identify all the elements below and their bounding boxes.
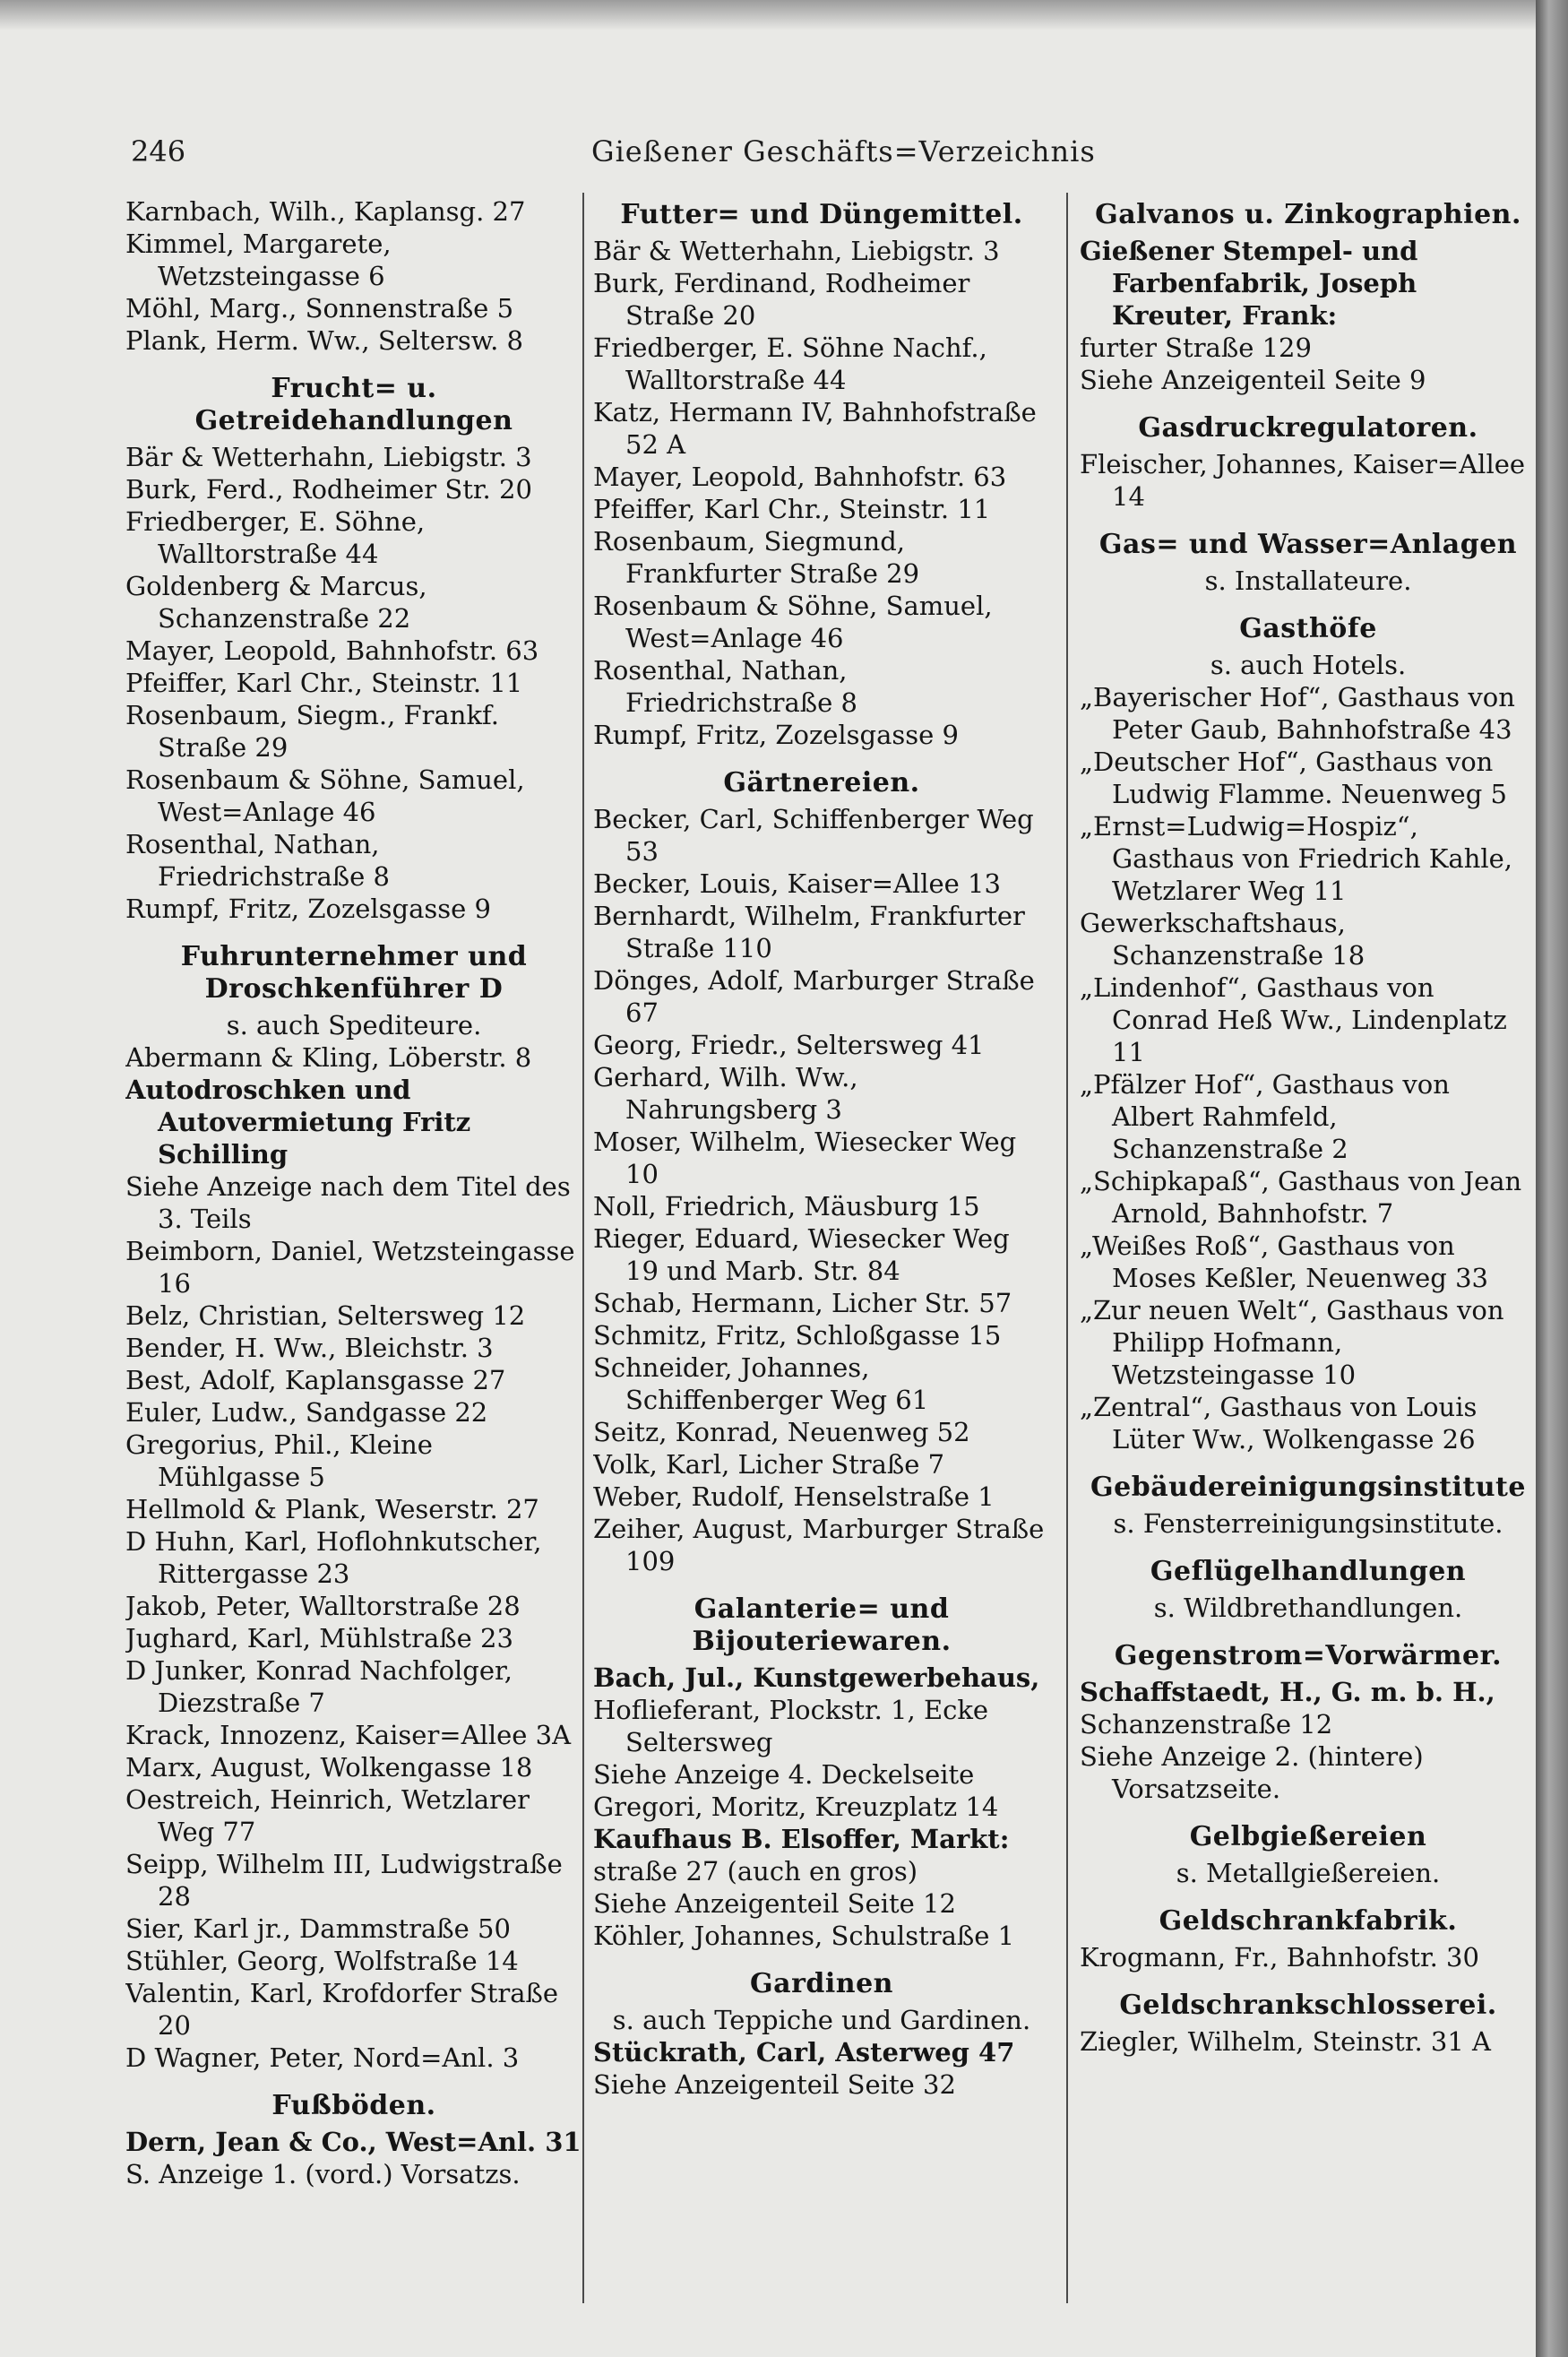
directory-entry: S. Anzeige 1. (vord.) Vorsatzs. xyxy=(125,2159,521,2189)
directory-entry: „Ernst=Ludwig=Hospiz“, Gasthaus von Friedrich Kahle, Wetzlarer Weg 11 xyxy=(1080,811,1513,906)
directory-entry: Stückrath, Carl, Asterweg 47 xyxy=(593,2037,1015,2068)
directory-entry: furter Straße 129 xyxy=(1080,332,1312,363)
page-header xyxy=(0,134,1536,188)
directory-entry: Rosenthal, Nathan, Friedrichstraße 8 xyxy=(125,829,390,892)
directory-entry: Gregorius, Phil., Kleine Mühlgasse 5 xyxy=(125,1429,433,1492)
directory-entry: Sier, Karl jr., Dammstraße 50 xyxy=(125,1913,511,1944)
directory-entry: Seitz, Konrad, Neuenweg 52 xyxy=(593,1417,970,1447)
directory-entry: Köhler, Johannes, Schulstraße 1 xyxy=(593,1921,1015,1951)
directory-entry: Mayer, Leopold, Bahnhofstr. 63 xyxy=(125,635,539,666)
directory-entry: Marx, August, Wolkengasse 18 xyxy=(125,1752,533,1783)
directory-entry: Kaufhaus B. Elsoffer, Markt: xyxy=(593,1824,1010,1854)
directory-entry: Autodroschken und Autovermietung Fritz Schilling xyxy=(125,1075,471,1170)
directory-entry: Rosenbaum, Siegm., Frankf. Straße 29 xyxy=(125,700,499,763)
directory-entry: Dern, Jean & Co., West=Anl. 31 xyxy=(125,2127,582,2157)
directory-entry: Bernhardt, Wilhelm, Frankfurter Straße 110 xyxy=(593,901,1025,963)
section-note: s. auch Hotels. xyxy=(1210,650,1407,680)
directory-entry: Rosenthal, Nathan, Friedrichstraße 8 xyxy=(593,655,857,718)
section-note: s. Installateure. xyxy=(1204,566,1412,596)
section-heading: Gärtnereien. xyxy=(723,767,920,799)
directory-entry: D Huhn, Karl, Hoflohnkutscher, Rittergasse 23 xyxy=(125,1526,542,1589)
directory-entry: Katz, Hermann IV, Bahnhofstraße 52 A xyxy=(593,397,1037,460)
section-heading: Futter= und Düngemittel. xyxy=(620,199,1023,230)
directory-entry: Möhl, Marg., Sonnenstraße 5 xyxy=(125,293,514,324)
directory-entry: Rosenbaum & Söhne, Samuel, West=Anlage 46 xyxy=(125,764,525,827)
directory-entry: D Junker, Konrad Nachfolger, Diezstraße 7 xyxy=(125,1655,513,1718)
column-divider xyxy=(582,193,584,2303)
directory-entry: Seipp, Wilhelm III, Ludwigstraße 28 xyxy=(125,1849,563,1912)
directory-entry: Rumpf, Fritz, Zozelsgasse 9 xyxy=(125,894,491,924)
directory-entry: Hellmold & Plank, Weserstr. 27 xyxy=(125,1494,539,1524)
directory-entry: Schneider, Johannes, Schiffenberger Weg 61 xyxy=(593,1352,929,1415)
section-heading: Geflügelhandlungen xyxy=(1150,1556,1467,1587)
page-top-shadow xyxy=(0,0,1536,30)
directory-entry: straße 27 (auch en gros) xyxy=(593,1856,918,1886)
directory-entry: Schaffstaedt, H., G. m. b. H., xyxy=(1080,1677,1495,1707)
directory-entry: Fleischer, Johannes, Kaiser=Allee 14 xyxy=(1080,449,1526,512)
directory-entry: „Zentral“, Gasthaus von Louis Lüter Ww., Wolkengasse 26 xyxy=(1080,1392,1478,1455)
directory-entry: Karnbach, Wilh., Kaplansg. 27 xyxy=(125,196,526,227)
directory-entry: Pfeiffer, Karl Chr., Steinstr. 11 xyxy=(593,494,991,524)
book-edge xyxy=(1536,0,1568,2357)
directory-entry: Becker, Louis, Kaiser=Allee 13 xyxy=(593,868,1001,899)
directory-entry: Stühler, Georg, Wolfstraße 14 xyxy=(125,1946,519,1976)
directory-entry: Beimborn, Daniel, Wetzsteingasse 16 xyxy=(125,1236,575,1299)
directory-entry: Bär & Wetterhahn, Liebigstr. 3 xyxy=(593,236,1000,266)
section-note: s. Metallgießereien. xyxy=(1176,1858,1441,1888)
directory-entry: Euler, Ludw., Sandgasse 22 xyxy=(125,1397,488,1428)
directory-entry: Oestreich, Heinrich, Wetzlarer Weg 77 xyxy=(125,1784,530,1847)
directory-entry: Gerhard, Wilh. Ww., Nahrungsberg 3 xyxy=(593,1062,858,1125)
directory-entry: Burk, Ferd., Rodheimer Str. 20 xyxy=(125,474,532,505)
directory-entry: Georg, Friedr., Seltersweg 41 xyxy=(593,1030,985,1060)
directory-entry: Friedberger, E. Söhne, Walltorstraße 44 xyxy=(125,506,426,569)
directory-entry: D Wagner, Peter, Nord=Anl. 3 xyxy=(125,2042,520,2073)
directory-entry: Siehe Anzeige 2. (hintere) Vorsatzseite. xyxy=(1080,1741,1424,1804)
directory-entry: „Pfälzer Hof“, Gasthaus von Albert Rahmfeld, Schanzenstraße 2 xyxy=(1080,1069,1450,1164)
section-heading: Gardinen xyxy=(750,1968,893,1999)
directory-column-2 xyxy=(593,195,1050,2328)
directory-entry: Schmitz, Fritz, Schloßgasse 15 xyxy=(593,1320,1002,1351)
directory-entry: Dönges, Adolf, Marburger Straße 67 xyxy=(593,965,1035,1028)
directory-entry: Ziegler, Wilhelm, Steinstr. 31 A xyxy=(1080,2026,1491,2057)
directory-entry: Becker, Carl, Schiffenberger Weg 53 xyxy=(593,804,1034,867)
section-heading: Fußböden. xyxy=(271,2090,436,2121)
directory-entry: Kimmel, Margarete, Wetzsteingasse 6 xyxy=(125,229,392,291)
directory-entry: „Zur neuen Welt“, Gasthaus von Philipp Hofmann, Wetzsteingasse 10 xyxy=(1080,1295,1504,1390)
directory-entry: Krogmann, Fr., Bahnhofstr. 30 xyxy=(1080,1942,1479,1973)
directory-entry: Weber, Rudolf, Henselstraße 1 xyxy=(593,1481,995,1512)
section-heading: Gegenstrom=Vorwärmer. xyxy=(1114,1640,1503,1671)
directory-entry: Gewerkschaftshaus, Schanzenstraße 18 xyxy=(1080,908,1366,971)
section-heading: Gelbgießereien xyxy=(1189,1821,1427,1852)
section-heading: Geldschrankfabrik. xyxy=(1159,1905,1458,1937)
directory-column-1 xyxy=(125,195,582,2328)
directory-entry: Plank, Herm. Ww., Seltersw. 8 xyxy=(125,325,523,356)
directory-entry: Gießener Stempel- und Farbenfabrik, Joseph Kreuter, Frank: xyxy=(1080,236,1418,331)
directory-entry: Krack, Innozenz, Kaiser=Allee 3A xyxy=(125,1720,572,1750)
directory-entry: Volk, Karl, Licher Straße 7 xyxy=(593,1449,945,1480)
directory-entry: Bär & Wetterhahn, Liebigstr. 3 xyxy=(125,442,532,472)
directory-entry: Abermann & Kling, Löberstr. 8 xyxy=(125,1042,532,1073)
section-note: s. Fensterreinigungsinstitute. xyxy=(1113,1508,1503,1539)
directory-entry: Jakob, Peter, Walltorstraße 28 xyxy=(125,1591,521,1621)
directory-entry: „Bayerischer Hof“, Gasthaus von Peter Gaub, Bahnhofstraße 43 xyxy=(1080,682,1515,745)
section-note: s. auch Spediteure. xyxy=(226,1010,482,1040)
directory-column-3 xyxy=(1080,195,1537,2328)
running-title: Gießener Geschäfts=Verzeichnis xyxy=(591,134,1096,168)
directory-entry: Belz, Christian, Seltersweg 12 xyxy=(125,1300,526,1331)
page-number: 246 xyxy=(131,134,186,168)
directory-entry: Hoflieferant, Plockstr. 1, Ecke Seltersweg xyxy=(593,1695,989,1757)
directory-entry: Noll, Friedrich, Mäusburg 15 xyxy=(593,1191,980,1222)
directory-entry: Schanzenstraße 12 xyxy=(1080,1709,1333,1740)
directory-entry: „Schipkapaß“, Gasthaus von Jean Arnold, Bahnhofstr. 7 xyxy=(1080,1166,1522,1229)
directory-entry: „Weißes Roß“, Gasthaus von Moses Keßler, Neuenweg 33 xyxy=(1080,1230,1488,1293)
directory-entry: Rieger, Eduard, Wiesecker Weg 19 und Marb. Str. 84 xyxy=(593,1223,1010,1286)
directory-entry: Rosenbaum & Söhne, Samuel, West=Anlage 46 xyxy=(593,591,993,653)
section-note: s. auch Teppiche und Gardinen. xyxy=(612,2005,1031,2035)
section-heading: Gasthöfe xyxy=(1239,613,1377,644)
directory-entry: Siehe Anzeige 4. Deckelseite xyxy=(593,1759,975,1790)
directory-entry: „Deutscher Hof“, Gasthaus von Ludwig Flamme. Neuenweg 5 xyxy=(1080,747,1507,809)
section-heading: Fuhrunternehmer und Droschkenführer D xyxy=(180,941,528,1005)
section-heading: Galanterie= und Bijouteriewaren. xyxy=(692,1593,952,1657)
directory-entry: Mayer, Leopold, Bahnhofstr. 63 xyxy=(593,462,1007,492)
directory-entry: Pfeiffer, Karl Chr., Steinstr. 11 xyxy=(125,668,523,698)
section-heading: Gas= und Wasser=Anlagen xyxy=(1098,529,1518,560)
directory-entry: Friedberger, E. Söhne Nachf., Walltorstraße 44 xyxy=(593,332,987,395)
directory-entry: Siehe Anzeige nach dem Titel des 3. Teils xyxy=(125,1171,571,1234)
directory-entry: Rosenbaum, Siegmund, Frankfurter Straße 29 xyxy=(593,526,920,589)
directory-entry: Bender, H. Ww., Bleichstr. 3 xyxy=(125,1333,494,1363)
directory-entry: Rumpf, Fritz, Zozelsgasse 9 xyxy=(593,720,959,750)
directory-entry: Zeiher, August, Marburger Straße 109 xyxy=(593,1514,1045,1576)
directory-entry: Bach, Jul., Kunstgewerbehaus, xyxy=(593,1662,1040,1693)
directory-entry: Siehe Anzeigenteil Seite 32 xyxy=(593,2069,956,2100)
directory-entry: Goldenberg & Marcus, Schanzenstraße 22 xyxy=(125,571,427,634)
directory-entry: Gregori, Moritz, Kreuzplatz 14 xyxy=(593,1791,999,1822)
section-heading: Geldschrankschlosserei. xyxy=(1119,1990,1497,2021)
directory-entry: Jughard, Karl, Mühlstraße 23 xyxy=(125,1623,513,1653)
directory-entry: Best, Adolf, Kaplansgasse 27 xyxy=(125,1365,506,1395)
directory-entry: Burk, Ferdinand, Rodheimer Straße 20 xyxy=(593,268,970,331)
section-heading: Gebäudereinigungsinstitute xyxy=(1090,1472,1526,1503)
directory-entry: Schab, Hermann, Licher Str. 57 xyxy=(593,1288,1012,1318)
directory-entry: „Lindenhof“, Gasthaus von Conrad Heß Ww., Lindenplatz 11 xyxy=(1080,972,1507,1067)
section-heading: Galvanos u. Zinkographien. xyxy=(1095,199,1521,230)
section-heading: Frucht= u. Getreidehandlungen xyxy=(194,373,513,436)
section-note: s. Wildbrethandlungen. xyxy=(1153,1593,1463,1623)
directory-entry: Valentin, Karl, Krofdorfer Straße 20 xyxy=(125,1978,559,2041)
directory-entry: Moser, Wilhelm, Wiesecker Weg 10 xyxy=(593,1127,1017,1189)
directory-entry: Siehe Anzeigenteil Seite 9 xyxy=(1080,365,1426,395)
section-heading: Gasdruckregulatoren. xyxy=(1138,412,1478,444)
column-divider xyxy=(1066,193,1068,2303)
directory-entry: Siehe Anzeigenteil Seite 12 xyxy=(593,1888,956,1919)
